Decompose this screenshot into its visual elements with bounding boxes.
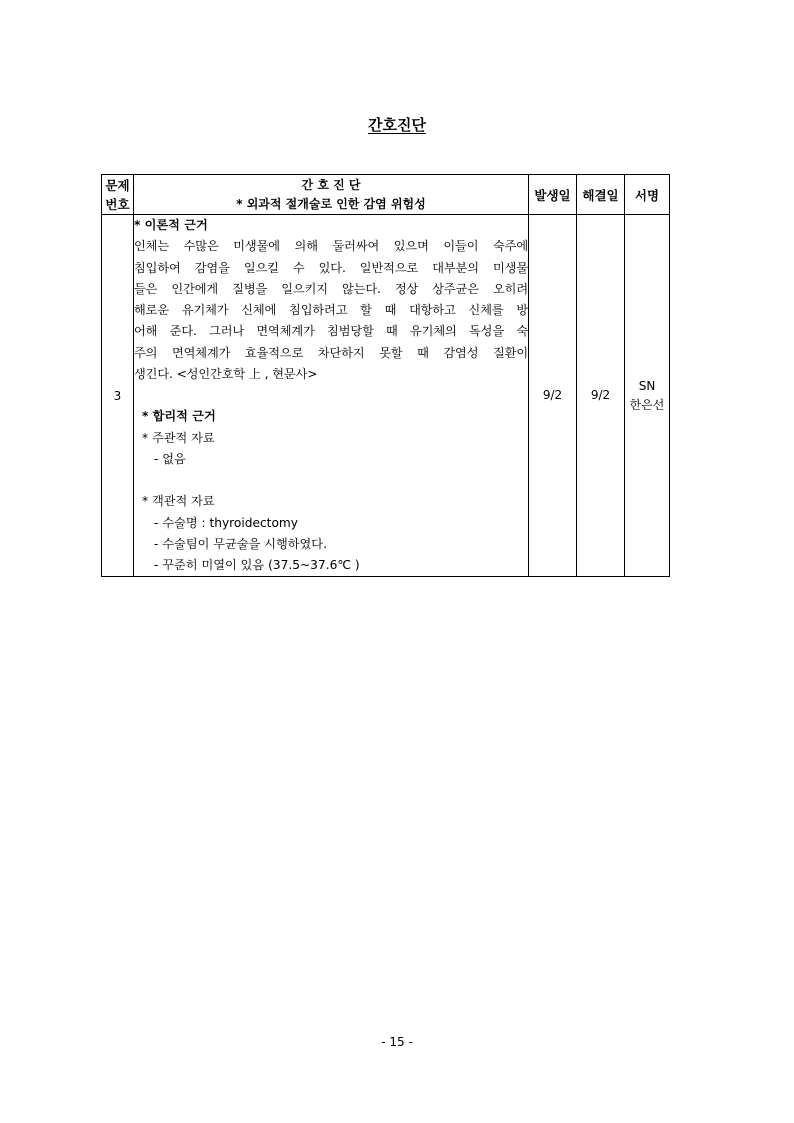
problem-number: 3 [102, 215, 134, 577]
theory-line: 들은 인간에게 질병을 일으키지 않는다. 정상 상주균은 오히려 [134, 281, 528, 296]
header-problem-number [102, 175, 134, 215]
signature-title: SN [638, 378, 656, 393]
header-onset-date: 발생일 [529, 175, 577, 215]
header-nursing-diagnosis [134, 175, 529, 215]
theory-line: 생긴다. <성인간호학 上 , 현문사> [134, 367, 318, 382]
objective-heading: * 객관적 자료 [142, 494, 215, 509]
page-title: 간호진단 [368, 116, 426, 134]
theory-line: 인체는 수많은 미생물에 의해 둘러싸여 있으며 이들이 숙주에 [134, 239, 528, 254]
header-diagnosis-label: 간 호 진 단 [301, 177, 361, 192]
header-resolved-date: 해결일 [577, 175, 625, 215]
table-row [102, 215, 670, 577]
subjective-item: - 없음 [154, 451, 186, 466]
resolved-date: 9/2 [577, 215, 625, 577]
page-number: - 15 - [381, 1035, 413, 1049]
header-problem-number-line2: 번호 [105, 196, 130, 212]
header-diagnosis-title: * 외과적 절개술로 인한 감염 위험성 [236, 196, 426, 211]
theory-line: 주의 면역체계가 효율적으로 차단하지 못할 때 감염성 질환이 [134, 345, 528, 360]
diagnosis-content [134, 215, 529, 577]
header-problem-number-line1: 문제 [105, 177, 130, 193]
rational-heading: * 합리적 근거 [142, 409, 216, 424]
nursing-diagnosis-table [101, 174, 670, 577]
theory-heading: * 이론적 근거 [134, 218, 208, 232]
subjective-heading: * 주관적 자료 [142, 430, 215, 445]
signature [625, 215, 670, 577]
theory-line: 어해 준다. 그러나 면역체계가 침범당할 때 유기체의 독성을 숙 [134, 324, 528, 339]
objective-item: - 수술팀이 무균술을 시행하였다. [154, 536, 327, 551]
theory-line: 해로운 유기체가 신체에 침입하려고 할 때 대항하고 신체를 방 [134, 303, 528, 318]
signature-name: 한은선 [629, 397, 665, 412]
header-signature: 서명 [625, 175, 670, 215]
theory-line: 침입하여 감염을 일으킬 수 있다. 일반적으로 대부분의 미생물 [134, 260, 528, 275]
theory-paragraph [134, 236, 528, 385]
objective-item: - 꾸준히 미열이 있음 (37.5~37.6℃ ) [154, 558, 360, 573]
onset-date: 9/2 [529, 215, 577, 577]
objective-item: - 수술명 : thyroidectomy [154, 515, 299, 530]
